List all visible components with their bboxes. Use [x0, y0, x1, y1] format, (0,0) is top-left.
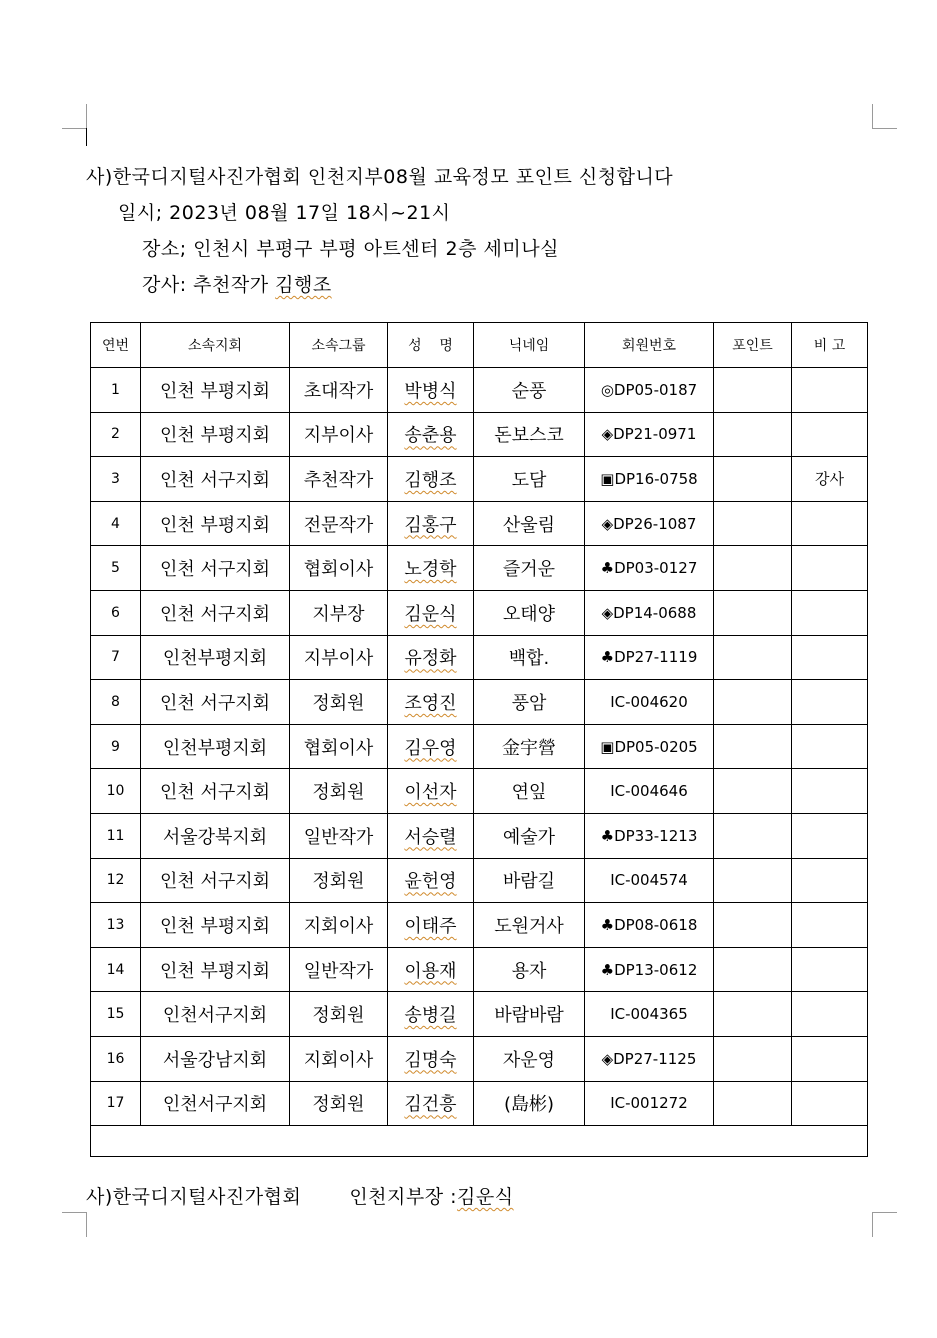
cell-group-text: 지회이사 — [303, 1049, 374, 1071]
cell-no-text: 15 — [106, 1006, 125, 1023]
cell-nick-text: 오태양 — [502, 603, 556, 625]
cell-no — [91, 724, 141, 769]
cell-name-text: 이용재 — [404, 960, 457, 982]
cell-branch-text: 인천 부평지회 — [159, 380, 271, 402]
cell-id — [585, 992, 714, 1037]
cell-nick — [474, 813, 585, 858]
cell-point — [714, 903, 792, 948]
cell-branch — [141, 947, 290, 992]
cell-name-text: 노경학 — [404, 559, 457, 581]
cell-name-text: 조영진 — [404, 692, 457, 714]
cell-branch — [141, 813, 290, 858]
cell-nick-text: 金宇營 — [502, 737, 556, 759]
cell-group — [290, 680, 388, 725]
cell-branch — [141, 457, 290, 502]
cell-no-text: 3 — [111, 470, 120, 487]
cell-branch-text: 인천서구지회 — [162, 1005, 268, 1027]
cell-name — [388, 1036, 474, 1081]
cell-group-text: 초대작가 — [303, 380, 374, 402]
table-row — [91, 1036, 868, 1081]
cell-id-text: IC-004365 — [610, 1005, 688, 1024]
cell-id-text: IC-004620 — [610, 692, 688, 711]
table-row — [91, 546, 868, 591]
text-cursor — [86, 128, 87, 146]
cell-name-text: 김건흥 — [404, 1094, 457, 1116]
cell-note — [792, 903, 868, 948]
cell-nick — [474, 457, 585, 502]
footer — [86, 1182, 514, 1209]
page-corner-mark — [872, 1212, 897, 1237]
cell-point — [714, 858, 792, 903]
cell-id — [585, 412, 714, 457]
cell-no — [91, 635, 141, 680]
cell-name-text: 이태주 — [404, 915, 457, 937]
cell-point — [714, 457, 792, 502]
cell-name — [388, 368, 474, 413]
cell-branch-text: 인천 서구지회 — [159, 871, 271, 893]
cell-group-text: 협회이사 — [303, 559, 374, 581]
cell-point — [714, 992, 792, 1037]
cell-no — [91, 858, 141, 903]
cell-group-text: 정회원 — [312, 692, 365, 714]
cell-note — [792, 457, 868, 502]
cell-nick-text: 도원거사 — [494, 915, 564, 937]
cell-group-text: 지부이사 — [303, 648, 374, 670]
cell-name-text: 송춘용 — [404, 425, 457, 447]
cell-branch — [141, 680, 290, 725]
cell-point — [714, 813, 792, 858]
cell-name — [388, 1081, 474, 1126]
cell-branch-text: 인천서구지회 — [162, 1094, 268, 1116]
cell-id-text: ♣DP27-1119 — [600, 648, 698, 667]
cell-id-text: ◎DP05-0187 — [600, 380, 698, 399]
cell-group-text: 일반작가 — [303, 826, 374, 848]
cell-name — [388, 635, 474, 680]
cell-branch-text: 인천 부평지회 — [159, 960, 271, 982]
cell-name — [388, 546, 474, 591]
cell-branch — [141, 546, 290, 591]
table-row — [91, 590, 868, 635]
cell-point — [714, 501, 792, 546]
cell-group-text: 협회이사 — [303, 737, 374, 759]
cell-note — [792, 1081, 868, 1126]
cell-name-text: 김운식 — [404, 603, 457, 625]
page-corner-mark — [872, 104, 897, 129]
cell-nick-text: 즐거운 — [502, 559, 556, 581]
cell-id-text: ◈DP26-1087 — [601, 514, 697, 533]
cell-note — [792, 368, 868, 413]
table-row — [91, 501, 868, 546]
cell-name — [388, 947, 474, 992]
cell-id-text: ▣DP05-0205 — [600, 737, 698, 756]
cell-nick — [474, 947, 585, 992]
cell-note — [792, 546, 868, 591]
cell-point — [714, 635, 792, 680]
cell-note — [792, 635, 868, 680]
cell-branch — [141, 858, 290, 903]
cell-nick — [474, 992, 585, 1037]
cell-no-text: 11 — [106, 827, 125, 844]
cell-name — [388, 903, 474, 948]
cell-nick — [474, 903, 585, 948]
cell-branch-text: 인천 부평지회 — [159, 915, 271, 937]
cell-no-text: 5 — [111, 560, 120, 577]
cell-id — [585, 501, 714, 546]
cell-name — [388, 724, 474, 769]
table-row — [91, 813, 868, 858]
cell-point — [714, 412, 792, 457]
cell-id — [585, 368, 714, 413]
column-header: 포인트 — [714, 323, 792, 368]
cell-group — [290, 813, 388, 858]
cell-no-text: 9 — [111, 738, 120, 755]
cell-no-text: 4 — [111, 515, 120, 532]
cell-point — [714, 368, 792, 413]
cell-id — [585, 457, 714, 502]
cell-no-text: 1 — [111, 381, 120, 398]
cell-point — [714, 590, 792, 635]
cell-no-text: 14 — [106, 961, 125, 978]
cell-group — [290, 947, 388, 992]
cell-nick-text: 연잎 — [511, 782, 547, 804]
footer-signer-label: 인천지부장 : — [349, 1186, 458, 1208]
cell-nick-text: 용자 — [511, 960, 547, 982]
cell-note — [792, 680, 868, 725]
cell-branch-text: 인천 서구지회 — [159, 559, 271, 581]
cell-name — [388, 858, 474, 903]
cell-nick-text: 산울림 — [502, 514, 556, 536]
cell-name-text: 이선자 — [404, 782, 457, 804]
cell-nick — [474, 635, 585, 680]
cell-branch — [141, 724, 290, 769]
cell-name — [388, 680, 474, 725]
cell-branch-text: 인천 서구지회 — [159, 782, 271, 804]
cell-no — [91, 412, 141, 457]
cell-branch-text: 인천 부평지회 — [159, 514, 271, 536]
table-row — [91, 903, 868, 948]
cell-nick-text: 돈보스코 — [494, 425, 564, 447]
cell-no-text: 2 — [111, 426, 120, 443]
cell-group — [290, 546, 388, 591]
cell-name — [388, 501, 474, 546]
cell-nick-text: (島彬) — [503, 1094, 555, 1116]
empty-cell — [91, 1126, 868, 1157]
cell-group — [290, 769, 388, 814]
cell-no-text: 10 — [106, 783, 125, 800]
cell-note — [792, 992, 868, 1037]
cell-nick — [474, 724, 585, 769]
cell-nick-text: 자운영 — [502, 1049, 556, 1071]
cell-name-text: 유정화 — [404, 648, 457, 670]
cell-group-text: 정회원 — [312, 871, 365, 893]
cell-name-text: 김명숙 — [404, 1049, 457, 1071]
attendee-table — [90, 322, 868, 1157]
cell-point — [714, 1081, 792, 1126]
cell-id-text: ♣DP33-1213 — [600, 826, 698, 845]
cell-no-text: 8 — [111, 693, 120, 710]
cell-name — [388, 992, 474, 1037]
cell-id-text: IC-004574 — [610, 871, 688, 890]
cell-id — [585, 858, 714, 903]
event-lecturer — [142, 270, 332, 297]
column-header: 소속지회 — [141, 323, 290, 368]
cell-note — [792, 501, 868, 546]
cell-group-text: 지회이사 — [303, 915, 374, 937]
table-row — [91, 457, 868, 502]
lecturer-label: 강사: 추천작가 — [142, 274, 276, 296]
cell-name — [388, 590, 474, 635]
cell-note — [792, 724, 868, 769]
table-body — [91, 368, 868, 1157]
cell-branch — [141, 501, 290, 546]
cell-branch-text: 인천부평지회 — [162, 648, 268, 670]
table-row — [91, 947, 868, 992]
cell-id — [585, 1036, 714, 1081]
document-title: 사)한국디지털사진가협회 인천지부08월 교육정모 포인트 신청합니다 — [86, 166, 674, 188]
cell-group — [290, 1036, 388, 1081]
cell-no — [91, 1081, 141, 1126]
cell-branch-text: 서울강남지회 — [162, 1049, 268, 1071]
column-header: 닉네임 — [474, 323, 585, 368]
cell-branch-text: 서울강북지회 — [162, 826, 268, 848]
cell-name-text: 김홍구 — [404, 514, 457, 536]
cell-group — [290, 724, 388, 769]
cell-point — [714, 947, 792, 992]
cell-nick-text: 순풍 — [511, 380, 547, 402]
cell-branch-text: 인천 서구지회 — [159, 692, 271, 714]
cell-group-text: 지부이사 — [303, 425, 374, 447]
cell-point — [714, 724, 792, 769]
cell-name-text: 김우영 — [404, 737, 457, 759]
cell-nick — [474, 680, 585, 725]
cell-group-text: 지부장 — [312, 603, 365, 625]
cell-id — [585, 546, 714, 591]
cell-no — [91, 546, 141, 591]
cell-group — [290, 368, 388, 413]
cell-branch — [141, 992, 290, 1037]
footer-signer-name: 김운식 — [457, 1186, 514, 1208]
table-row — [91, 992, 868, 1037]
cell-group — [290, 635, 388, 680]
cell-note — [792, 947, 868, 992]
cell-id-text: ♣DP13-0612 — [600, 960, 698, 979]
cell-id-text: ◈DP27-1125 — [601, 1049, 697, 1068]
column-header: 비 고 — [792, 323, 868, 368]
cell-note — [792, 412, 868, 457]
cell-branch — [141, 635, 290, 680]
lecturer-name: 김행조 — [275, 274, 332, 296]
cell-nick-text: 바람길 — [502, 871, 556, 893]
cell-no — [91, 590, 141, 635]
cell-id-text: IC-001272 — [610, 1094, 688, 1113]
cell-nick — [474, 590, 585, 635]
cell-branch — [141, 903, 290, 948]
cell-no-text: 16 — [106, 1050, 125, 1067]
cell-id-text: ▣DP16-0758 — [600, 469, 698, 488]
event-place: 장소; 인천시 부평구 부평 아트센터 2층 세미나실 — [142, 238, 559, 260]
cell-group-text: 일반작가 — [303, 960, 374, 982]
cell-id — [585, 903, 714, 948]
cell-branch-text: 인천 서구지회 — [159, 469, 271, 491]
cell-group-text: 전문작가 — [303, 514, 374, 536]
cell-name — [388, 412, 474, 457]
cell-no — [91, 680, 141, 725]
cell-id — [585, 769, 714, 814]
cell-id-text: ♣DP03-0127 — [600, 559, 698, 578]
cell-branch — [141, 1081, 290, 1126]
cell-no-text: 13 — [106, 916, 125, 933]
table-row — [91, 769, 868, 814]
cell-id — [585, 947, 714, 992]
cell-point — [714, 680, 792, 725]
cell-note — [792, 1036, 868, 1081]
cell-group — [290, 1081, 388, 1126]
cell-branch — [141, 368, 290, 413]
cell-name-text: 윤헌영 — [404, 871, 457, 893]
cell-no — [91, 769, 141, 814]
cell-group — [290, 590, 388, 635]
cell-name — [388, 457, 474, 502]
cell-group-text: 정회원 — [312, 1094, 365, 1116]
cell-no — [91, 813, 141, 858]
cell-no — [91, 947, 141, 992]
column-header: 소속그룹 — [290, 323, 388, 368]
cell-nick-text: 바람바람 — [494, 1005, 564, 1027]
cell-no-text: 7 — [111, 649, 120, 666]
cell-note — [792, 590, 868, 635]
cell-id — [585, 680, 714, 725]
cell-name — [388, 813, 474, 858]
cell-note-text: 강사 — [815, 470, 844, 489]
cell-group — [290, 903, 388, 948]
cell-no-text: 17 — [106, 1095, 125, 1112]
cell-note — [792, 813, 868, 858]
cell-point — [714, 769, 792, 814]
cell-nick-text: 백합. — [508, 648, 550, 670]
cell-id-text: ◈DP21-0971 — [601, 425, 697, 444]
table-row — [91, 724, 868, 769]
cell-branch — [141, 412, 290, 457]
cell-name-text: 박병식 — [404, 380, 457, 402]
cell-name-text: 김행조 — [404, 469, 457, 491]
cell-nick — [474, 501, 585, 546]
cell-id — [585, 590, 714, 635]
cell-no — [91, 457, 141, 502]
cell-group — [290, 412, 388, 457]
page-corner-mark — [62, 104, 87, 129]
table-row — [91, 858, 868, 903]
cell-id-text: ♣DP08-0618 — [600, 915, 698, 934]
cell-group-text: 정회원 — [312, 782, 365, 804]
cell-id — [585, 813, 714, 858]
cell-branch-text: 인천부평지회 — [162, 737, 268, 759]
cell-nick — [474, 368, 585, 413]
cell-id-text: ◈DP14-0688 — [601, 603, 697, 622]
cell-branch — [141, 769, 290, 814]
page-corner-mark — [62, 1212, 87, 1237]
cell-group-text: 추천작가 — [303, 469, 374, 491]
cell-group — [290, 858, 388, 903]
cell-group — [290, 457, 388, 502]
cell-no-text: 6 — [111, 604, 120, 621]
cell-group-text: 정회원 — [312, 1005, 365, 1027]
cell-id — [585, 724, 714, 769]
cell-nick — [474, 1036, 585, 1081]
cell-no — [91, 368, 141, 413]
column-header: 연번 — [91, 323, 141, 368]
cell-no — [91, 992, 141, 1037]
cell-nick-text: 예술가 — [502, 826, 556, 848]
table-row — [91, 635, 868, 680]
footer-org: 사)한국디지털사진가협회 — [86, 1186, 302, 1208]
table-row — [91, 680, 868, 725]
cell-nick — [474, 546, 585, 591]
cell-branch — [141, 1036, 290, 1081]
cell-branch — [141, 590, 290, 635]
cell-note — [792, 769, 868, 814]
table-row — [91, 368, 868, 413]
column-header: 회원번호 — [585, 323, 714, 368]
table-header-row — [91, 323, 868, 368]
empty-row — [91, 1126, 868, 1157]
cell-no — [91, 501, 141, 546]
cell-branch-text: 인천 부평지회 — [159, 425, 271, 447]
cell-id-text: IC-004646 — [610, 782, 688, 801]
cell-nick — [474, 858, 585, 903]
cell-branch-text: 인천 서구지회 — [159, 603, 271, 625]
cell-id — [585, 635, 714, 680]
cell-nick — [474, 412, 585, 457]
cell-no — [91, 903, 141, 948]
cell-id — [585, 1081, 714, 1126]
cell-no — [91, 1036, 141, 1081]
cell-nick-text: 도담 — [511, 469, 547, 491]
cell-no-text: 12 — [106, 872, 125, 889]
cell-group — [290, 501, 388, 546]
cell-name-text: 송병길 — [404, 1005, 457, 1027]
cell-nick — [474, 1081, 585, 1126]
cell-nick-text: 풍암 — [511, 692, 547, 714]
table-row — [91, 412, 868, 457]
cell-nick — [474, 769, 585, 814]
cell-note — [792, 858, 868, 903]
cell-point — [714, 546, 792, 591]
cell-point — [714, 1036, 792, 1081]
event-date: 일시; 2023년 08월 17일 18시~21시 — [118, 202, 451, 224]
table-row — [91, 1081, 868, 1126]
cell-group — [290, 992, 388, 1037]
cell-name-text: 서승렬 — [404, 826, 457, 848]
column-header: 성 명 — [388, 323, 474, 368]
cell-name — [388, 769, 474, 814]
